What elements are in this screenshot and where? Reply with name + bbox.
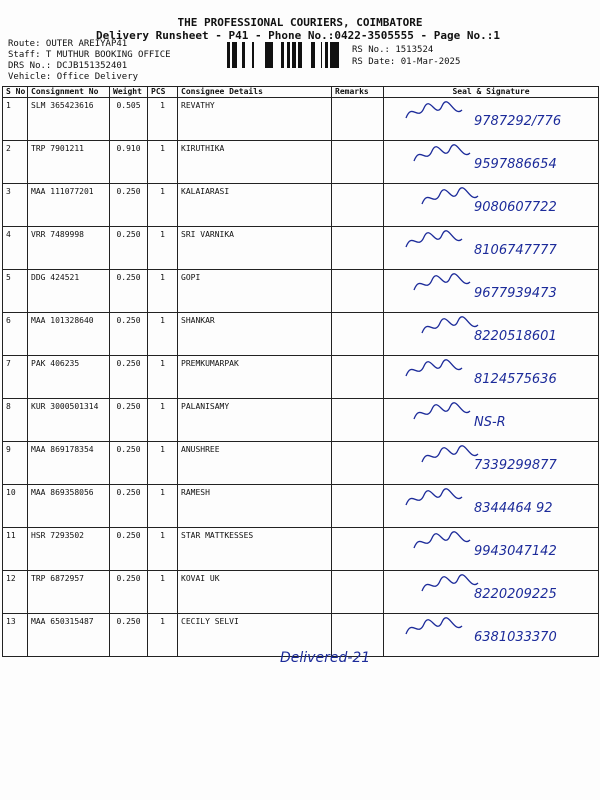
cell-sno: 3 — [3, 184, 28, 227]
cell-weight: 0.250 — [110, 399, 148, 442]
cell-weight: 0.250 — [110, 227, 148, 270]
handwritten-phone: 8124575636 — [474, 372, 557, 387]
cell-signature — [384, 442, 599, 485]
cell-sno: 6 — [3, 313, 28, 356]
barcode-bar — [333, 42, 334, 68]
cell-consignment: TRP 6872957 — [28, 571, 110, 614]
cell-signature — [384, 270, 599, 313]
cell-remarks — [332, 227, 384, 270]
signature-scribble — [404, 616, 464, 640]
cell-signature — [384, 528, 599, 571]
handwritten-phone: 9677939473 — [474, 286, 557, 301]
handwritten-phone: 8344464 92 — [474, 501, 553, 516]
cell-remarks — [332, 485, 384, 528]
cell-signature — [384, 485, 599, 528]
cell-signature — [384, 227, 599, 270]
cell-signature — [384, 184, 599, 227]
vehicle-label: Vehicle: Office Delivery — [8, 72, 139, 82]
cell-remarks — [332, 98, 384, 141]
barcode-bar — [252, 42, 254, 68]
barcode-bar — [312, 42, 315, 68]
signature-scribble — [412, 530, 472, 554]
cell-consignee: PREMKUMARPAK — [178, 356, 332, 399]
cell-consignment: MAA 869358056 — [28, 485, 110, 528]
cell-weight: 0.910 — [110, 141, 148, 184]
barcode-bar — [293, 42, 296, 68]
handwritten-phone: 8220209225 — [474, 587, 557, 602]
barcode-bar — [337, 42, 339, 68]
table-row — [3, 98, 599, 141]
company-name: THE PROFESSIONAL COURIERS, COIMBATORE — [177, 16, 423, 29]
cell-weight: 0.250 — [110, 571, 148, 614]
cell-consignee: ANUSHREE — [178, 442, 332, 485]
cell-consignment: TRP 7901211 — [28, 141, 110, 184]
barcode-bar — [242, 42, 245, 68]
cell-sno: 10 — [3, 485, 28, 528]
table-row — [3, 313, 599, 356]
cell-consignment: KUR 3000501314 — [28, 399, 110, 442]
barcode-bar — [335, 42, 336, 68]
barcode-bar — [281, 42, 282, 68]
cell-consignment: VRR 7489998 — [28, 227, 110, 270]
barcode-bar — [282, 42, 284, 68]
cell-weight: 0.250 — [110, 184, 148, 227]
cell-consignee: RAMESH — [178, 485, 332, 528]
barcode-bar — [334, 42, 335, 68]
cell-consignee: REVATHY — [178, 98, 332, 141]
cell-consignment: DDG 424521 — [28, 270, 110, 313]
cell-pcs: 1 — [148, 442, 178, 485]
cell-consignment: PAK 406235 — [28, 356, 110, 399]
handwritten-phone: 9943047142 — [474, 544, 557, 559]
cell-pcs: 1 — [148, 98, 178, 141]
cell-signature — [384, 356, 599, 399]
cell-pcs: 1 — [148, 313, 178, 356]
cell-weight: 0.250 — [110, 270, 148, 313]
table-row — [3, 184, 599, 227]
handwritten-phone: 9080607722 — [474, 200, 557, 215]
barcode-bar — [287, 42, 290, 68]
cell-remarks — [332, 313, 384, 356]
cell-remarks — [332, 571, 384, 614]
cell-sno: 2 — [3, 141, 28, 184]
cell-sno: 12 — [3, 571, 28, 614]
barcode-bar — [321, 42, 322, 68]
barcode-bar — [265, 42, 268, 68]
cell-signature — [384, 399, 599, 442]
table-row — [3, 442, 599, 485]
col-header-weight: Weight — [110, 87, 148, 98]
table-row — [3, 270, 599, 313]
barcode-bar — [327, 42, 328, 68]
signature-scribble — [412, 401, 472, 425]
rs-number: RS No.: 1513524 — [352, 45, 434, 55]
drs-number: DRS No.: DCJB151352401 — [8, 61, 128, 71]
staff-label: Staff: T MUTHUR BOOKING OFFICE — [8, 50, 171, 60]
handwritten-phone: 9597886654 — [474, 157, 557, 172]
col-header-remarks: Remarks — [332, 87, 384, 98]
rs-date: RS Date: 01-Mar-2025 — [352, 57, 461, 67]
cell-weight: 0.250 — [110, 614, 148, 657]
barcode-bar — [301, 42, 302, 68]
runsheet-title: Delivery Runsheet - P41 - Phone No.:0422-3505555 - Page No.:1 — [96, 29, 500, 42]
cell-pcs: 1 — [148, 356, 178, 399]
signature-scribble — [404, 487, 464, 511]
cell-consignment: MAA 869178354 — [28, 442, 110, 485]
signature-scribble — [404, 229, 464, 253]
signature-scribble — [412, 272, 472, 296]
cell-consignment: MAA 101328640 — [28, 313, 110, 356]
barcode-bar — [330, 42, 333, 68]
cell-weight: 0.250 — [110, 356, 148, 399]
cell-signature — [384, 313, 599, 356]
barcode-bar — [236, 42, 237, 68]
cell-consignee: KALAIARASI — [178, 184, 332, 227]
barcode-bar — [336, 42, 337, 68]
cell-sno: 13 — [3, 614, 28, 657]
table-row — [3, 227, 599, 270]
handwritten-phone: NS-R — [474, 415, 506, 430]
barcode-bar — [268, 42, 271, 68]
cell-consignment: SLM 365423616 — [28, 98, 110, 141]
cell-remarks — [332, 184, 384, 227]
cell-remarks — [332, 270, 384, 313]
signature-scribble — [420, 573, 480, 597]
table-row — [3, 141, 599, 184]
cell-consignee: KOVAI UK — [178, 571, 332, 614]
signature-scribble — [420, 186, 480, 210]
cell-signature — [384, 571, 599, 614]
cell-pcs: 1 — [148, 571, 178, 614]
cell-consignee: KIRUTHIKA — [178, 141, 332, 184]
cell-pcs: 1 — [148, 227, 178, 270]
cell-signature — [384, 98, 599, 141]
cell-consignment: MAA 111077201 — [28, 184, 110, 227]
cell-pcs: 1 — [148, 270, 178, 313]
handwritten-phone: 6381033370 — [474, 630, 557, 645]
cell-sno: 5 — [3, 270, 28, 313]
cell-remarks — [332, 356, 384, 399]
barcode-image — [225, 42, 341, 68]
signature-scribble — [404, 100, 464, 124]
handwritten-phone: 7339299877 — [474, 458, 557, 473]
col-header-pcs: PCS — [148, 87, 178, 98]
cell-sno: 9 — [3, 442, 28, 485]
cell-sno: 1 — [3, 98, 28, 141]
signature-scribble — [420, 444, 480, 468]
signature-scribble — [420, 315, 480, 339]
cell-remarks — [332, 528, 384, 571]
table-row — [3, 485, 599, 528]
cell-sno: 7 — [3, 356, 28, 399]
cell-consignee: CECILY SELVI — [178, 614, 332, 657]
barcode-bar — [234, 42, 236, 68]
col-header-sno: S No — [3, 87, 28, 98]
runsheet-table — [2, 86, 599, 657]
cell-pcs: 1 — [148, 485, 178, 528]
cell-remarks — [332, 442, 384, 485]
cell-remarks — [332, 141, 384, 184]
cell-weight: 0.505 — [110, 98, 148, 141]
cell-pcs: 1 — [148, 528, 178, 571]
signature-scribble — [404, 358, 464, 382]
cell-sno: 4 — [3, 227, 28, 270]
handwritten-phone: 9787292/776 — [474, 114, 562, 129]
barcode-bar — [227, 42, 230, 68]
cell-weight: 0.250 — [110, 528, 148, 571]
cell-pcs: 1 — [148, 184, 178, 227]
col-header-consignee: Consignee Details — [178, 87, 332, 98]
delivered-note: Delivered-21 — [280, 650, 371, 666]
col-header-signature: Seal & Signature — [384, 87, 599, 98]
cell-consignment: MAA 650315487 — [28, 614, 110, 657]
signature-scribble — [412, 143, 472, 167]
table-row — [3, 356, 599, 399]
cell-sno: 8 — [3, 399, 28, 442]
cell-consignee: PALANISAMY — [178, 399, 332, 442]
cell-signature — [384, 614, 599, 657]
cell-pcs: 1 — [148, 614, 178, 657]
cell-consignee: SHANKAR — [178, 313, 332, 356]
cell-remarks — [332, 399, 384, 442]
barcode-bar — [325, 42, 327, 68]
cell-consignee: GOPI — [178, 270, 332, 313]
table-header-row — [3, 87, 599, 98]
table-row — [3, 571, 599, 614]
route-label: Route: OUTER AREIYAP41 — [8, 39, 128, 49]
cell-consignment: HSR 7293502 — [28, 528, 110, 571]
cell-pcs: 1 — [148, 399, 178, 442]
barcode-bar — [298, 42, 301, 68]
cell-weight: 0.250 — [110, 442, 148, 485]
cell-signature — [384, 141, 599, 184]
handwritten-phone: 8106747777 — [474, 243, 557, 258]
cell-consignee: SRI VARNIKA — [178, 227, 332, 270]
barcode-bar — [311, 42, 312, 68]
cell-weight: 0.250 — [110, 485, 148, 528]
handwritten-phone: 8220518601 — [474, 329, 557, 344]
barcode-bar — [271, 42, 273, 68]
cell-pcs: 1 — [148, 141, 178, 184]
barcode-bar — [292, 42, 293, 68]
col-header-consignment: Consignment No — [28, 87, 110, 98]
barcode-bar — [232, 42, 234, 68]
cell-weight: 0.250 — [110, 313, 148, 356]
table-row — [3, 528, 599, 571]
cell-consignee: STAR MATTKESSES — [178, 528, 332, 571]
table-row — [3, 399, 599, 442]
cell-sno: 11 — [3, 528, 28, 571]
